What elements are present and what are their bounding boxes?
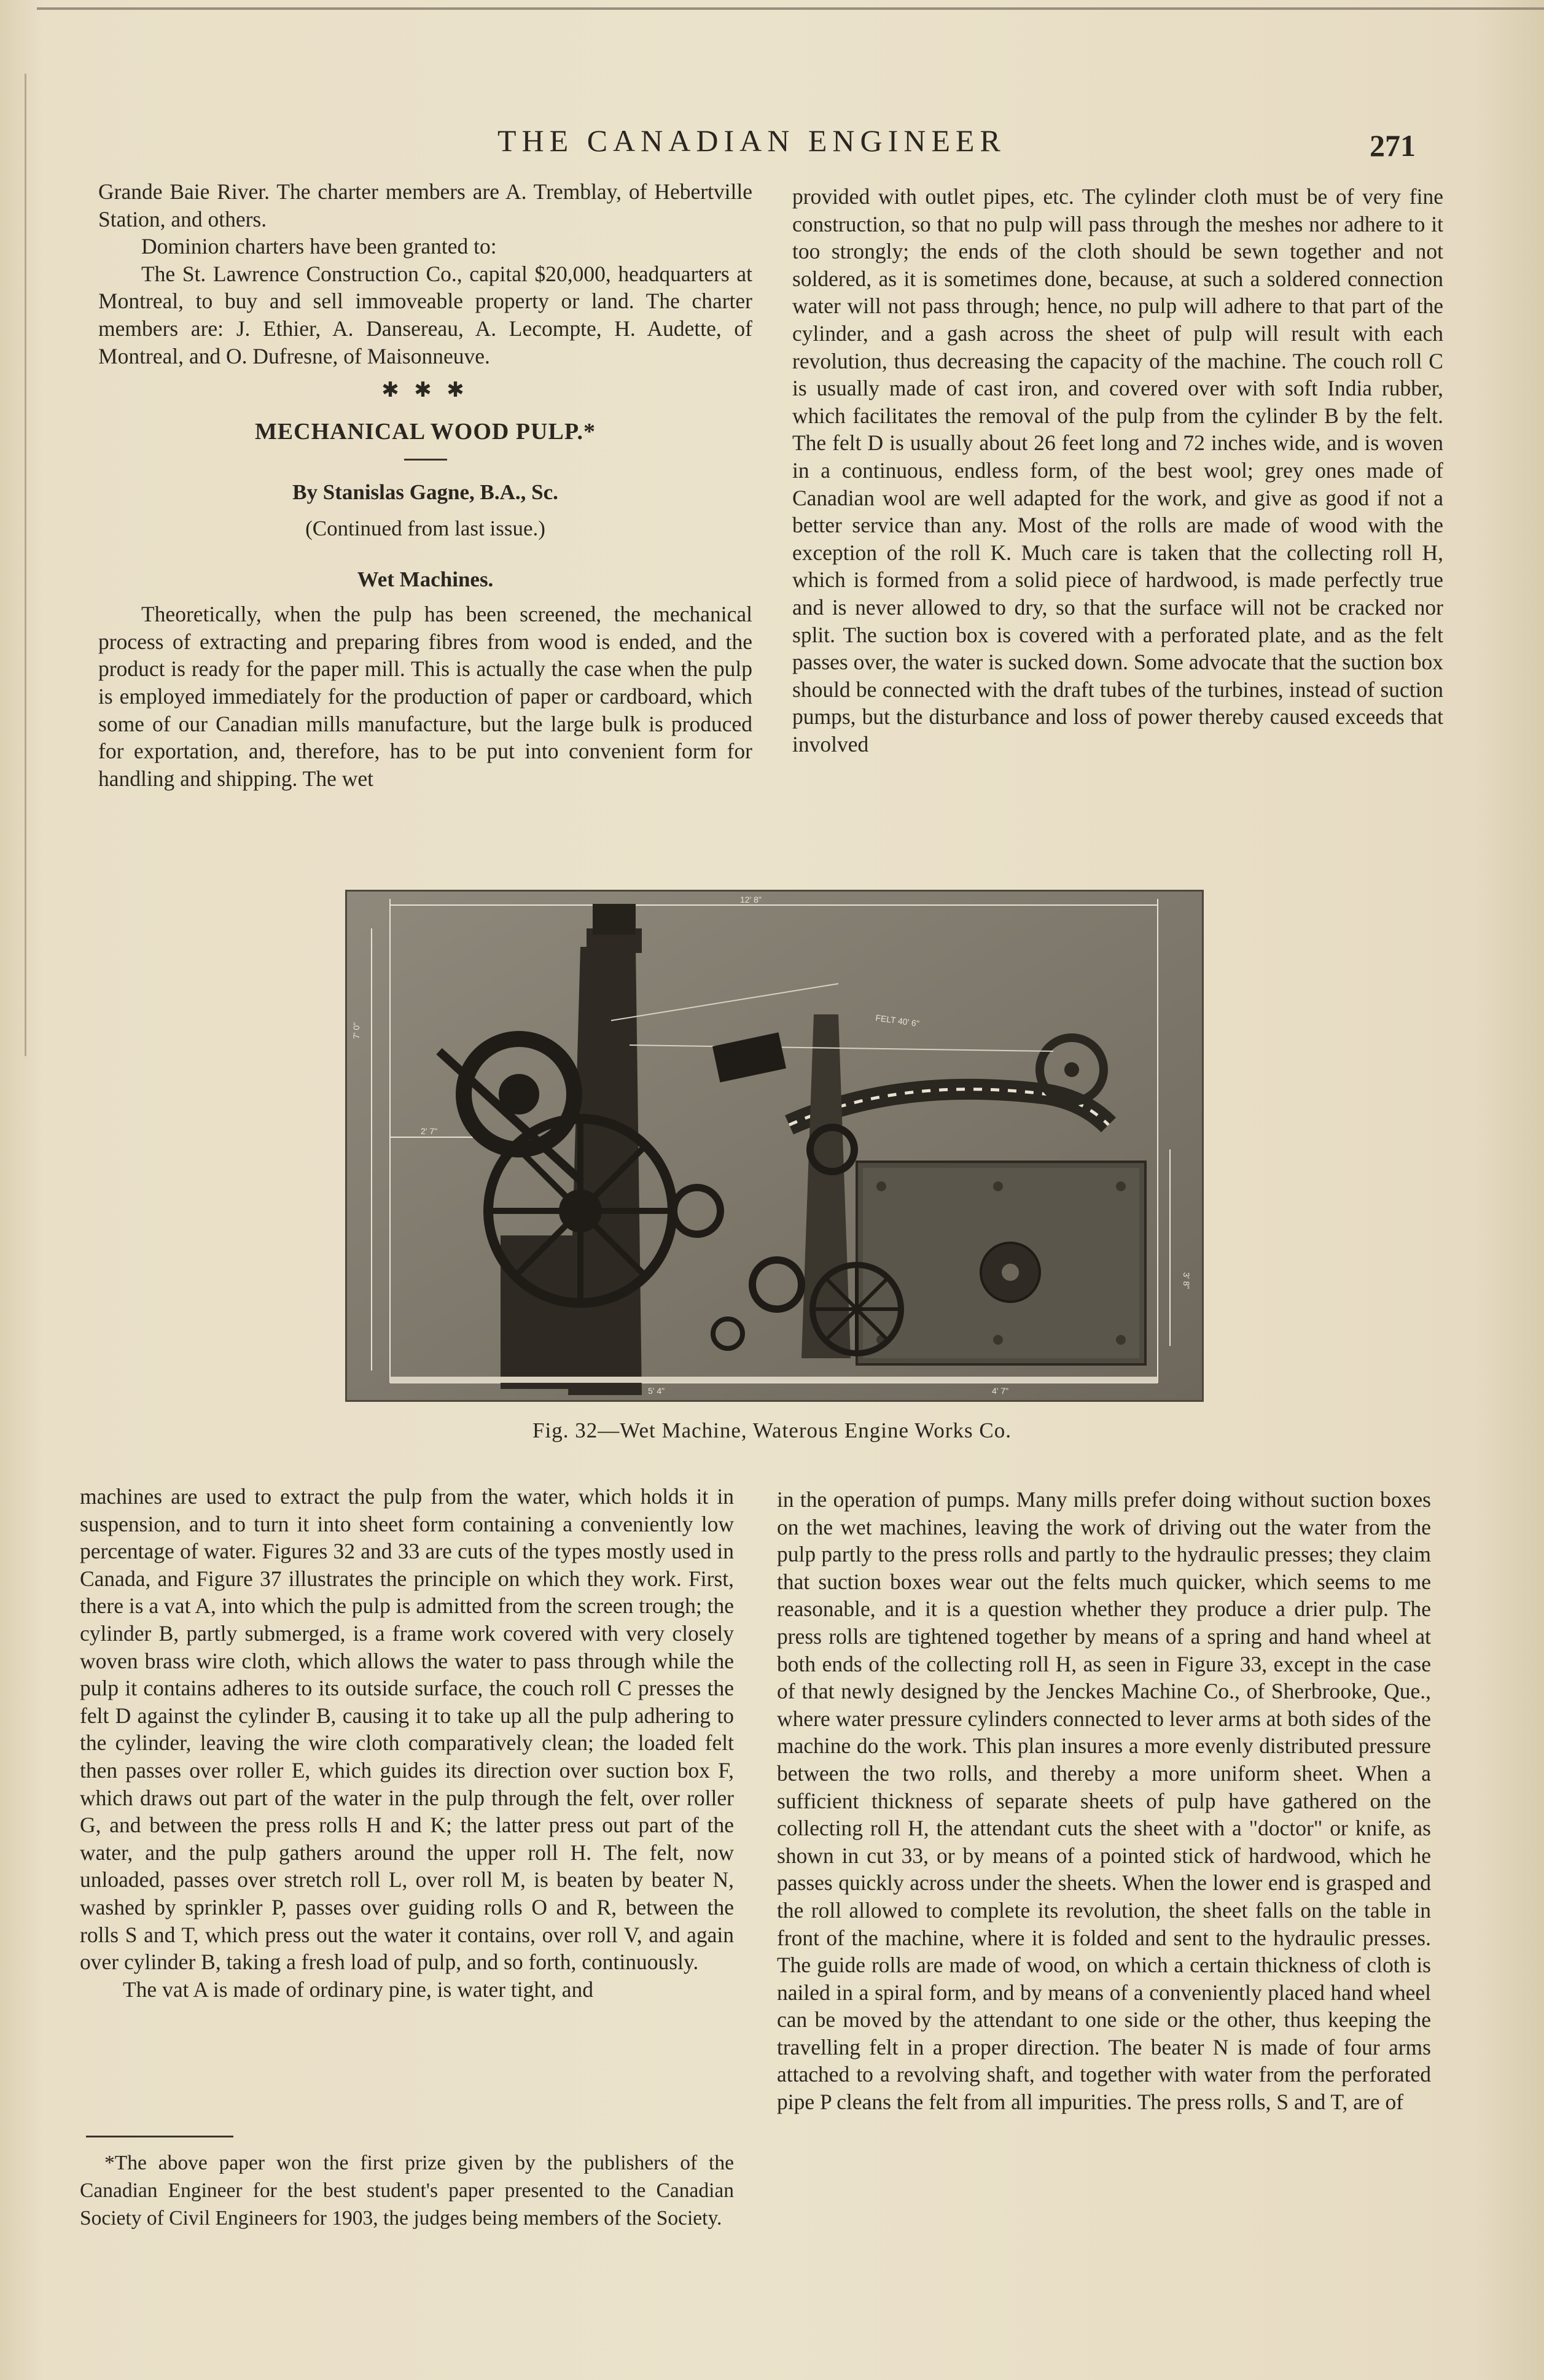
byline: By Stanislas Gagne, B.A., Sc. [292,480,558,505]
wet-machine-figure [347,892,1202,1400]
title-rule [404,459,447,461]
margin-line [25,74,26,1056]
footnote-rule [86,2136,233,2137]
dim-side-label: 2' 7" [421,1126,438,1136]
column-4 [777,1486,1431,2116]
wet-machine-illustration [347,892,1202,1400]
paragraph: Grande Baie River. The charter members are A. Tremblay, of Hebertville Station, and others. [98,179,752,231]
felt-label: FELT 40' 6" [875,1013,920,1029]
dim-bottom-left-label: 5' 4" [648,1386,665,1396]
paragraph: Dominion charters have been granted to: [141,234,497,259]
dim-bottom-right-label: 4' 7" [992,1386,1009,1396]
footnote-text: *The above paper won the first prize given by the publishers of the Canadian Engineer for the best student's paper presented to the Canadian Society of Civil Engineers for 1903, the judges being members of the Society. [80,2152,734,2230]
article-title: MECHANICAL WOOD PULP.* [254,418,596,445]
footnote [80,2149,734,2232]
running-head [0,123,1544,166]
paragraph: The vat A is made of ordinary pine, is water tight, and [123,1977,594,2002]
section-ornament: ✱ ✱ ✱ [381,379,469,402]
continued-note: (Continued from last issue.) [305,516,545,540]
journal-title: THE CANADIAN ENGINEER [497,123,1006,158]
top-edge-line [37,7,1544,10]
column-3 [80,1483,734,2003]
paragraph: The St. Lawrence Construction Co., capital $20,000, headquarters at Montreal, to buy and sell immoveable property or land. The charter members are: J. Ethier, A. Dansereau, A. Lecompte, H. Audette, of Montreal, and O. Dufresne, of Maisonneuve. [98,261,752,368]
page-number: 271 [1370,128,1416,163]
paragraph: provided with outlet pipes, etc. The cylinder cloth must be of very fine construction, so that no pulp will pass through the meshes nor adhere to it too strongly; the ends of the cloth should be sewn together and not soldered, as it is sometimes done, because, at such a soldered connection water will not pass through; hence, no pulp will adhere to that part of the cylinder, and a gash across the sheet of pulp will result with each revolution, thus decreasing the capacity of the machine. The couch roll C is usually made of cast iron, and covered over with soft India rubber, which facilitates the removal of the pulp from the cylinder B by the felt. The felt D is usually about 26 feet long and 72 inches wide, and is woven in a continuous, endless form, of the best wool; grey ones made of Canadian wool are well adapted for the work, and give as good if not a better service than any. Most of the rolls are made of wood with the exception of the roll K. Much care is taken that the collecting roll H, which is formed from a solid piece of hardwood, is made perfectly true and is never allowed to dry, so that the surface will not be cracked nor split. The suction box is covered with a perforated plate, and as the felt passes over, the water is sucked down. Some advocate that the suction box should be connected with the draft tubes of the turbines, instead of suction pumps, but the disturbance and loss of power thereby caused exceeds that involved [792,184,1443,756]
dim-top-label: 12' 8" [740,895,762,904]
subheading: Wet Machines. [357,567,494,591]
paragraph: Theoretically, when the pulp has been screened, the mechanical process of extracting and preparing fibres from wood is ended, and the product is ready for the paper mill. This is actually the case when the pulp is employed immediately for the production of paper or cardboard, which some of our Canadian mills manufacture, but the large bulk is produced for exportation, and, therefore, has to be put into convenient form for handling and shipping. The wet [98,602,752,791]
dim-left-label: 7' 0" [351,1022,361,1039]
paragraph: in the operation of pumps. Many mills prefer doing without suction boxes on the wet machines, leaving the work of driving out the water from the pulp partly to the press rolls and partly to the hydraulic presses; they claim that suction boxes wear out the felts much quicker, which seems to me reasonable, and it is a question whether they produce a drier pulp. The press rolls are tightened together by means of a spring and hand wheel at both ends of the collecting roll H, as seen in Figure 33, except in the case of that newly designed by the Jenckes Machine Co., of Sherbrooke, Que., where water pressure cylinders connected to lever arms at both sides of the machine do the work. This plan insures a more evenly distributed pressure between the two rolls, and thereby a more uniform sheet. When a sufficient thickness of separate sheets of pulp have gathered on the collecting roll H, the attendant cuts the sheet with a "doctor" or knife, as shown in cut 33, or by means of a pointed stick of hardwood, which he passes quickly across under the sheets. When the lower end is grasped and the roll allowed to complete its revolution, the sheet falls on the table in front of the machine, where it is folded and sent to the hydraulic presses. The guide rolls are made of wood, on which a certain thickness of cloth is nailed in a spiral form, and by means of a conveniently placed hand wheel can be moved by the attendant to one side or the other, thus keeping the travelling felt in a proper direction. The beater N is made of four arms attached to a revolving shaft, and together with water from the perforated pipe P cleans the felt from all impurities. The press rolls, S and T, are of [777,1487,1431,2115]
paragraph: machines are used to extract the pulp from the water, which holds it in suspension, and to turn it into sheet form containing a conveniently low percentage of water. Figures 32 and 33 are cuts of the types mostly used in Canada, and Figure 37 illustrates the principle on which they work. First, there is a vat A, into which the pulp is admitted from the screen trough; the cylinder B, partly submerged, is a frame work covered with very closely woven brass wire cloth, which allows the water to pass through while the pulp it contains adheres to its outside surface, the couch roll C presses the felt D against the cylinder B, causing it to take up all the pulp adhering to the cylinder, leaving the wire cloth comparatively clean; the loaded felt then passes over roller E, which guides its direction over suction box F, which draws out part of the water in the pulp through the felt, over roller G, and between the press rolls H and K; the latter press out part of the water, and the pulp gathers around the upper roll H. The felt, now unloaded, passes over stretch roll L, over roll M, is beaten by beater N, washed by sprinkler P, passes over guiding rolls O and R, between the rolls S and T, which press out the water it contains, over roll V, and again over cylinder B, taking a fresh load of pulp, and so forth, continuously. [80,1484,734,1975]
dim-right-label: 3' 8" [1182,1272,1191,1289]
column-2 [792,183,1443,758]
figure-caption: Fig. 32—Wet Machine, Waterous Engine Works Co. [532,1418,1012,1442]
column-1 [98,178,752,792]
